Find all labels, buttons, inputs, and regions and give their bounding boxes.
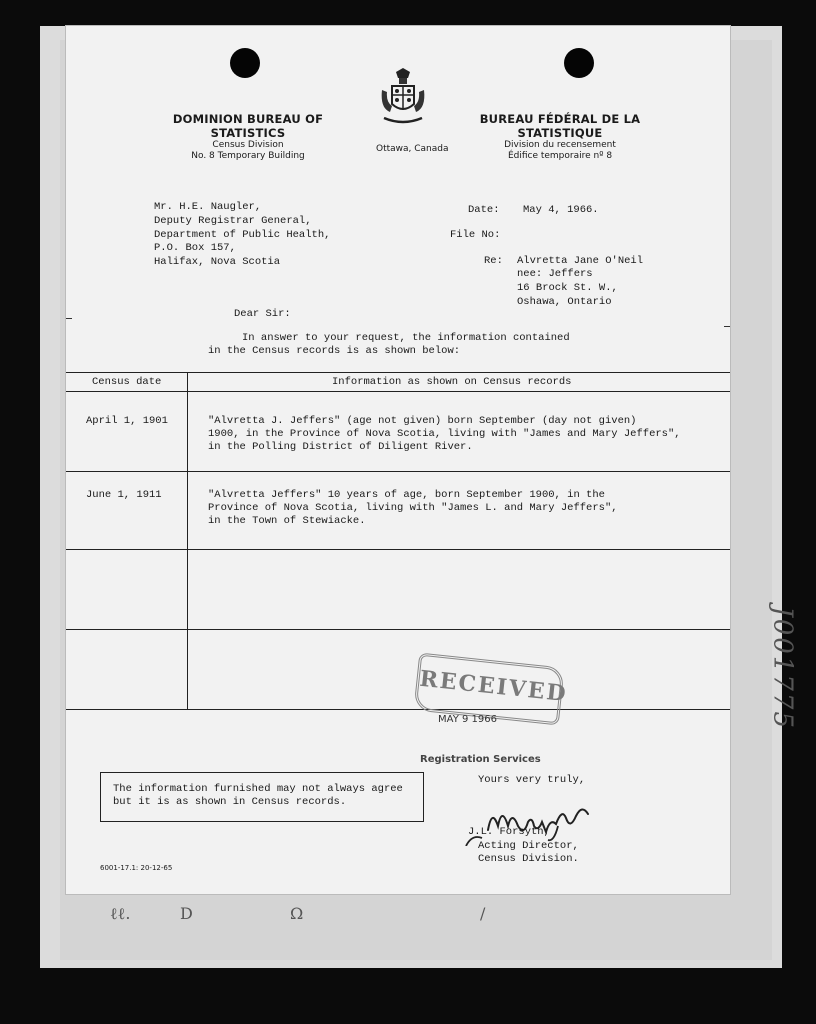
punch-hole-right	[564, 48, 594, 78]
address-line: Deputy Registrar General,	[154, 215, 312, 227]
table-cell-info: in the Town of Stewiacke.	[208, 515, 366, 527]
salutation: Dear Sir:	[234, 308, 291, 320]
disclaimer-line: The information furnished may not always agree	[113, 783, 403, 795]
census-records-table	[66, 372, 730, 710]
margin-handwritten-number: J001775	[768, 606, 798, 730]
intro-line: In answer to your request, the information contained	[242, 332, 570, 344]
re-line: 16 Brock St. W.,	[517, 282, 618, 294]
table-row-divider	[66, 549, 730, 550]
table-cell-info: "Alvretta J. Jeffers" (age not given) born September (day not given)	[208, 415, 637, 427]
margin-tick	[66, 318, 72, 319]
table-cell-date: April 1, 1901	[86, 415, 168, 427]
back-document-text: Ω	[290, 904, 304, 923]
table-cell-info: 1900, in the Province of Nova Scotia, living with "James and Mary Jeffers",	[208, 428, 681, 440]
back-document-text: D	[180, 904, 193, 923]
header-english-building: No. 8 Temporary Building	[191, 151, 305, 161]
signatory-title: Acting Director,	[478, 840, 579, 852]
registration-services-stamp: Registration Services	[420, 754, 541, 765]
address-line: Mr. H.E. Naugler,	[154, 201, 262, 213]
back-document-handwriting: ℓℓ.	[110, 904, 131, 923]
date-value: May 4, 1966.	[523, 204, 599, 216]
re-line: nee: Jeffers	[517, 268, 593, 280]
letter-sheet	[66, 26, 730, 894]
valediction: Yours very truly,	[478, 774, 586, 786]
disclaimer-box	[100, 772, 424, 822]
intro-line: in the Census records is as shown below:	[208, 345, 461, 357]
signatory-name: J.L. Forsyth,	[468, 826, 550, 838]
header-english	[138, 112, 358, 162]
margin-tick	[724, 326, 730, 327]
form-number: 6001-17.1: 20-12-65	[100, 864, 173, 872]
received-stamp-date: MAY 9 1966	[438, 714, 497, 725]
re-line: Oshawa, Ontario	[517, 296, 612, 308]
coat-of-arms-icon	[378, 68, 428, 132]
address-line: Halifax, Nova Scotia	[154, 256, 281, 268]
header-city: Ottawa, Canada	[376, 144, 449, 154]
back-document-handwriting: /	[480, 904, 486, 923]
punch-hole-left	[230, 48, 260, 78]
re-line: Alvretta Jane O'Neil	[517, 255, 644, 267]
disclaimer-line: but it is as shown in Census records.	[113, 796, 347, 808]
header-french-division: Division du recensement	[504, 140, 616, 150]
file-number-label: File No:	[450, 229, 501, 241]
date-label: Date:	[468, 204, 500, 216]
table-cell-info: Province of Nova Scotia, living with "James L. and Mary Jeffers",	[208, 502, 618, 514]
header-english-division: Census Division	[212, 140, 284, 150]
header-french	[450, 112, 670, 162]
signatory-division: Census Division.	[478, 853, 579, 865]
table-header-divider	[66, 391, 730, 392]
table-cell-date: June 1, 1911	[86, 489, 162, 501]
table-row-divider	[66, 471, 730, 472]
table-column-divider	[187, 373, 188, 709]
table-cell-info: in the Polling District of Diligent River.	[208, 441, 473, 453]
header-french-title: BUREAU FÉDÉRAL DE LA STATISTIQUE	[479, 112, 641, 140]
table-header-census-date: Census date	[92, 376, 162, 388]
header-english-title: DOMINION BUREAU OF STATISTICS	[172, 112, 324, 140]
re-label: Re:	[484, 255, 503, 267]
address-line: P.O. Box 157,	[154, 242, 236, 254]
table-header-information: Information as shown on Census records	[332, 376, 572, 388]
table-row-divider	[66, 629, 730, 630]
received-stamp: RECEIVED	[413, 653, 564, 726]
table-cell-info: "Alvretta Jeffers" 10 years of age, born September 1900, in the	[208, 489, 605, 501]
header-french-building: Édifice temporaire nº 8	[507, 151, 613, 161]
address-line: Department of Public Health,	[154, 229, 331, 241]
